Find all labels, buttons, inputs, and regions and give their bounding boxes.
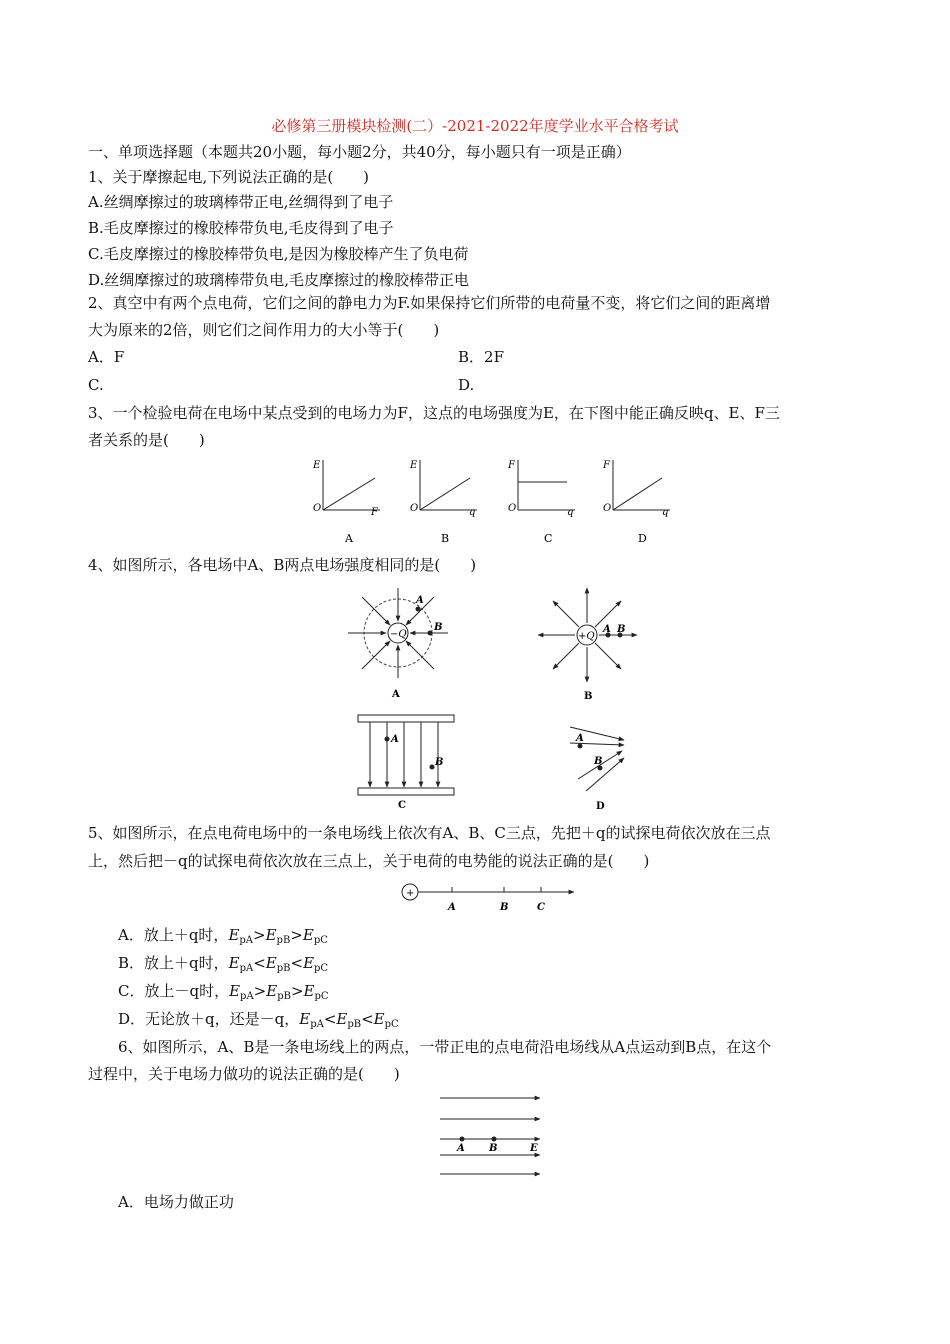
q6-uniform-field-figure (436, 1090, 552, 1180)
q3-graph-c-xlabel: q (567, 507, 574, 518)
q3-graph-b-origin: O (410, 503, 419, 514)
q3-stem-line2: 者关系的是( ) (88, 431, 205, 449)
q4-fig-a (348, 588, 448, 700)
q3-graph-b-xlabel: q (469, 507, 476, 518)
q4-fig-c-point-b: B (435, 757, 444, 768)
q2-stem-line2: 大为原来的2倍，则它们之间作用力的大小等于( ) (88, 321, 440, 339)
q3-stem-line1: 3、一个检验电荷在电场中某点受到的电场力为F，这点的电场强度为E，在下图中能正确反映q、E、F三 (88, 404, 780, 422)
q4-fig-d-point-b: B (594, 756, 603, 767)
q1-option-b: B.毛皮摩擦过的橡胶棒带负电,毛皮得到了电子 (88, 219, 394, 237)
q4-fig-a-charge: −Q (390, 629, 407, 640)
q3-graph-a (312, 460, 380, 545)
q4-fig-d-label: D (596, 801, 605, 812)
q5-stem-line1: 5、如图所示，在点电荷电场中的一条电场线上依次有A、B、C三点，先把＋q的试探电荷依次放在三点 (88, 824, 771, 842)
q5-point-b: B (500, 902, 509, 913)
q3-graph-d (602, 460, 670, 545)
q3-graph-d-origin: O (603, 503, 612, 514)
q1-option-a: A.丝绸摩擦过的玻璃棒带正电,丝绸得到了电子 (88, 193, 394, 211)
q3-graph-d-label: D (638, 532, 647, 545)
q6-field-label: E (530, 1143, 538, 1154)
q4-fig-b-label: B (584, 691, 593, 702)
q4-fig-b-point-a: A (603, 624, 611, 635)
q4-stem: 4、如图所示，各电场中A、B两点电场强度相同的是( ) (88, 556, 477, 574)
q3-graphs-figure (300, 455, 690, 550)
q4-fig-d (570, 727, 624, 812)
q3-graph-d-xlabel: q (662, 507, 669, 518)
q4-fields-figure (340, 585, 660, 815)
q1-option-d: D.丝绸摩擦过的玻璃棒带负电,毛皮摩擦过的橡胶棒带正电 (88, 271, 470, 289)
q2-option-c: C. (88, 376, 104, 394)
q3-graph-a-label: A (345, 532, 353, 545)
q5-field-line-figure (396, 880, 586, 916)
q4-fig-d-point-a: A (576, 733, 584, 744)
q4-fig-b-charge: +Q (578, 631, 595, 642)
q4-fig-c-label: C (398, 800, 406, 811)
q3-graph-c (507, 460, 575, 545)
q4-fig-c-point-a: A (391, 734, 399, 745)
q6-point-a: A (457, 1143, 465, 1154)
q1-option-c: C.毛皮摩擦过的橡胶棒带负电,是因为橡胶棒产生了负电荷 (88, 245, 469, 263)
q5-charge-label: + (406, 888, 415, 899)
q3-graph-b-label: B (441, 532, 450, 545)
q5-point-a: A (448, 902, 456, 913)
q2-option-b: B．2F (458, 348, 504, 366)
q6-stem-line1: 6、如图所示，A、B是一条电场线上的两点，一带正电的点电荷沿电场线从A点运动到B点，在这个 (118, 1038, 772, 1056)
q3-graph-b (409, 460, 477, 545)
q4-fig-a-label: A (392, 689, 400, 700)
q4-fig-b-point-b: B (617, 624, 626, 635)
q3-graph-d-ylabel: F (603, 460, 610, 471)
q4-fig-a-point-b: B (434, 622, 443, 633)
q2-option-a: A．F (88, 348, 125, 366)
q5-stem-line2: 上，然后把－q的试探电荷依次放在三点上，关于电荷的电势能的说法正确的是( ) (88, 852, 650, 870)
q5-option-b: B．放上＋q时，$E_{pA}<E_{pB}<E_{pC}$ (118, 954, 329, 974)
q1-stem: 1、关于摩擦起电,下列说法正确的是( ) (88, 168, 370, 186)
q2-option-d: D. (458, 376, 475, 394)
q3-graph-a-origin: O (313, 503, 322, 514)
q3-graph-a-ylabel: E (313, 460, 321, 471)
q4-fig-a-point-a: A (416, 595, 424, 606)
q5-point-c: C (537, 902, 545, 913)
q6-point-b: B (489, 1143, 498, 1154)
q3-graph-c-origin: O (508, 503, 517, 514)
q3-graph-c-label: C (544, 532, 553, 545)
q3-graph-c-ylabel: F (508, 460, 515, 471)
q6-stem-line2: 过程中，关于电场力做功的说法正确的是( ) (88, 1065, 400, 1083)
section-heading: 一、单项选择题（本题共20小题，每小题2分，共40分，每小题只有一项是正确） (88, 143, 631, 161)
q3-graph-b-ylabel: E (410, 460, 418, 471)
q6-option-a: A．电场力做正功 (118, 1193, 234, 1211)
q5-option-c: C．放上－q时，$E_{pA}>E_{pB}>E_{pC}$ (118, 982, 329, 1002)
q3-graph-a-xlabel: F (371, 507, 378, 518)
q5-option-a: A．放上＋q时，$E_{pA}>E_{pB}>E_{pC}$ (118, 926, 328, 946)
q4-fig-c (358, 715, 454, 811)
q5-option-d: D．无论放＋q，还是－q，$E_{pA}<E_{pB}<E_{pC}$ (118, 1010, 399, 1030)
q4-fig-b (538, 588, 637, 702)
page-title: 必修第三册模块检测(二）-2021-2022年度学业水平合格考试 (271, 117, 679, 135)
q2-stem-line1: 2、真空中有两个点电荷，它们之间的静电力为F.如果保持它们所带的电荷量不变，将它们之间的距离增 (88, 294, 771, 312)
